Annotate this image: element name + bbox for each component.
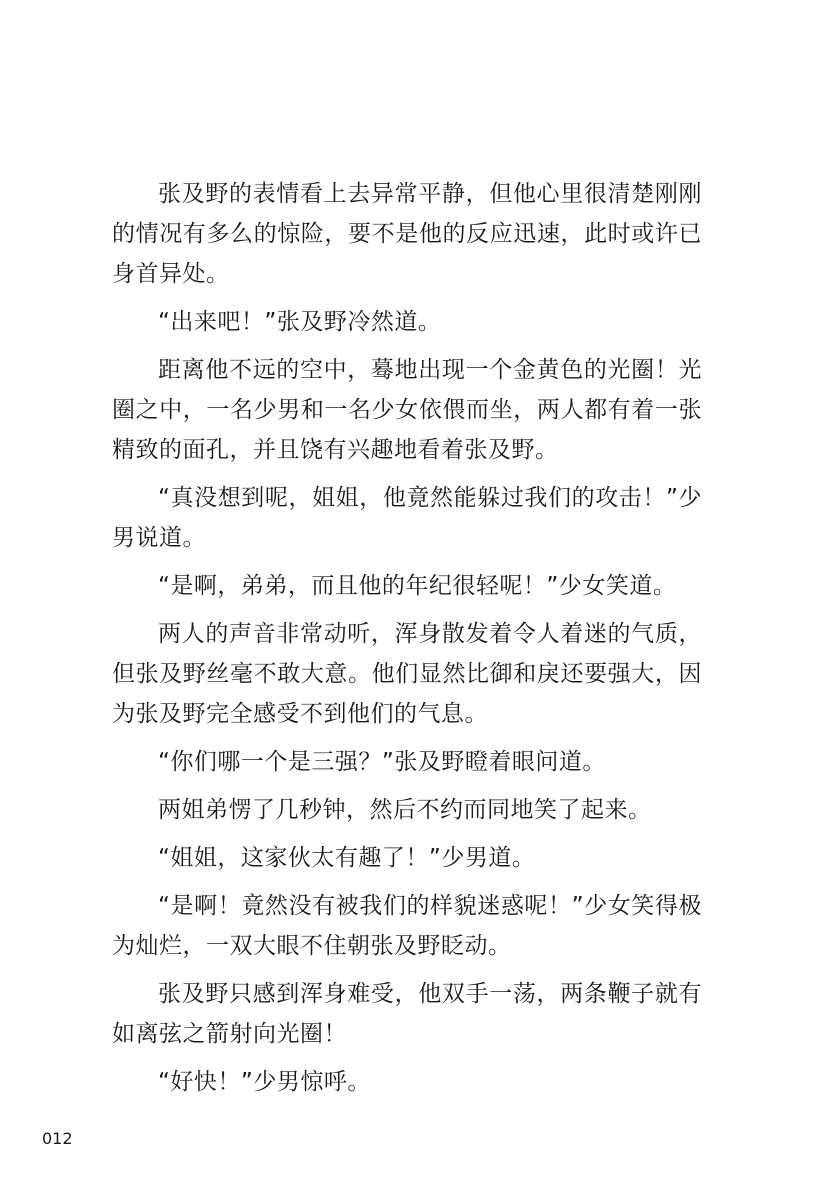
page-number: 012	[42, 1129, 73, 1148]
paragraph: “出来吧！”张及野冷然道。	[158, 309, 442, 335]
paragraph: “真没想到呢，姐姐，他竟然能躲过我们的攻击！”少男说道。	[112, 485, 702, 551]
paragraph: “是啊，弟弟，而且他的年纪很轻呢！”少女笑道。	[158, 573, 677, 599]
paragraph: 距离他不远的空中，蓦地出现一个金黄色的光圈！光圈之中，一名少男和一名少女依偎而坐，两人都有着一张精致的面孔，并且饶有兴趣地看着张及野。	[112, 357, 702, 463]
paragraph: 张及野的表情看上去异常平静，但他心里很清楚刚刚的情况有多么的惊险，要不是他的反应迅速，此时或许已身首异处。	[112, 181, 702, 287]
paragraph: “是啊！竟然没有被我们的样貌迷惑呢！”少女笑得极为灿烂，一双大眼不住朝张及野眨动。	[112, 893, 702, 959]
paragraph: 张及野只感到浑身难受，他双手一荡，两条鞭子就有如离弦之箭射向光圈！	[112, 981, 702, 1047]
paragraph: 两姐弟愣了几秒钟，然后不约而同地笑了起来。	[158, 797, 652, 823]
paragraph: “你们哪一个是三强？”张及野瞪着眼问道。	[158, 749, 606, 775]
paragraph: “姐姐，这家伙太有趣了！”少男道。	[158, 845, 536, 871]
page-body	[112, 174, 702, 1110]
paragraph: “好快！”少男惊呼。	[158, 1069, 371, 1095]
paragraph: 两人的声音非常动听，浑身散发着令人着迷的气质，但张及野丝毫不敢大意。他们显然比御和戾还要强大，因为张及野完全感受不到他们的气息。	[112, 621, 702, 727]
